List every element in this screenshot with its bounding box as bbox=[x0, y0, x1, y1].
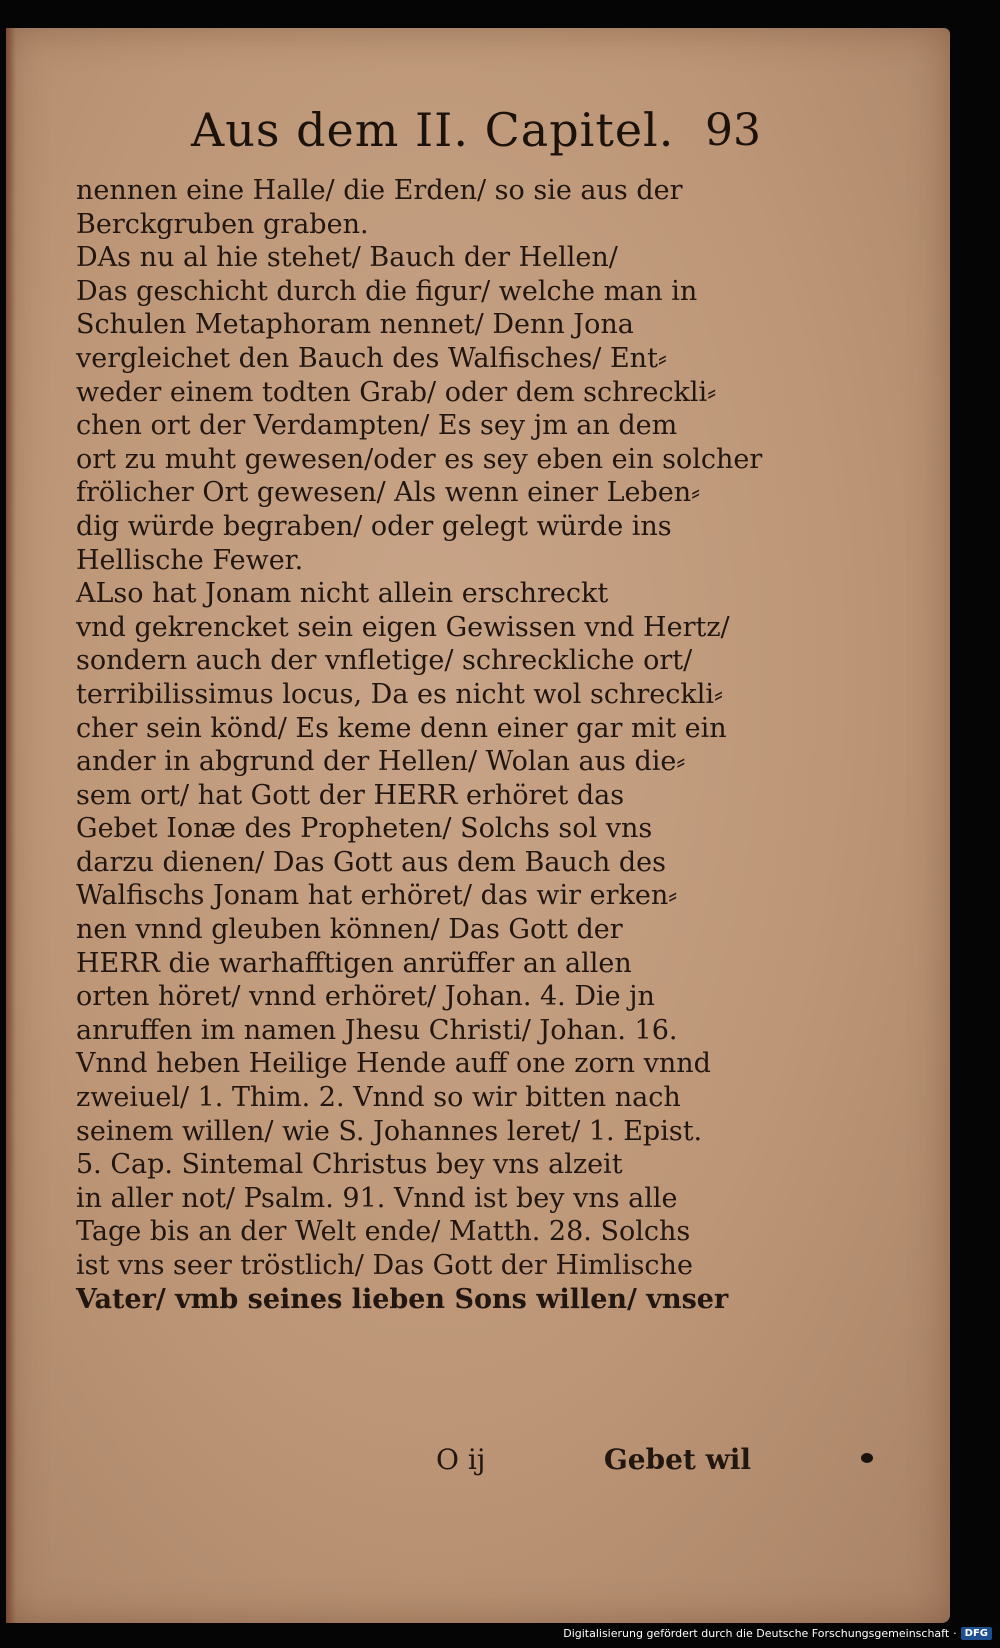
page-binding-edge bbox=[6, 28, 16, 1623]
text-line: anruffen im namen Jhesu Christi/ Johan. 16. bbox=[76, 1014, 678, 1046]
text-line: nen vnnd gleuben können/ Das Gott der bbox=[76, 914, 623, 946]
text-line: seinem willen/ wie S. Johannes leret/ 1. Epist. bbox=[76, 1115, 703, 1147]
page-number: 93 bbox=[705, 105, 761, 156]
text-line: chen ort der Verdampten/ Es sey jm an dem bbox=[76, 410, 678, 442]
text-line: Vater/ vmb seines lieben Sons willen/ vnser bbox=[76, 1283, 729, 1315]
chapter-heading: Aus dem II. Capitel. bbox=[191, 103, 675, 157]
text-line: Schulen Metaphoram nennet/ Denn Jona bbox=[76, 309, 634, 341]
text-line: Gebet Ionæ des Propheten/ Solchs sol vns bbox=[76, 813, 653, 845]
text-line: ort zu muht gewesen/oder es sey eben ein solcher bbox=[76, 443, 763, 475]
text-line: ALso hat Jonam nicht allein erschreckt bbox=[76, 578, 609, 610]
text-line: Walfischs Jonam hat erhöret/ das wir erken⸗ bbox=[76, 880, 678, 912]
text-line: cher sein könd/ Es keme denn einer gar mit ein bbox=[76, 712, 727, 744]
text-line: vnd gekrencket sein eigen Gewissen vnd Hertz/ bbox=[76, 611, 730, 643]
text-line: Vnnd heben Heilige Hende auff one zorn vnnd bbox=[76, 1048, 711, 1080]
text-line: dig würde begraben/ oder gelegt würde ins bbox=[76, 510, 672, 542]
text-line: weder einem todten Grab/ oder dem schreckli⸗ bbox=[76, 376, 717, 408]
text-line: Das geschicht durch die figur/ welche man in bbox=[76, 275, 698, 307]
signature-line bbox=[76, 1443, 751, 1483]
text-line: DAs nu al hie stehet/ Bauch der Hellen/ bbox=[76, 242, 618, 274]
signature-mark: O ij bbox=[436, 1443, 486, 1476]
credit-separator: · bbox=[953, 1627, 957, 1640]
text-line: ist vns seer tröstlich/ Das Gott der Himlische bbox=[76, 1250, 693, 1281]
ink-mark bbox=[861, 1453, 873, 1463]
text-line: darzu dienen/ Das Gott aus dem Bauch des bbox=[76, 846, 667, 878]
text-line: in aller not/ Psalm. 91. Vnnd ist bey vns alle bbox=[76, 1182, 678, 1214]
credit-text: Digitalisierung gefördert durch die Deutsche Forschungsgemeinschaft bbox=[563, 1627, 950, 1640]
text-line: 5. Cap. Sintemal Christus bey vns alzeit bbox=[76, 1149, 623, 1181]
text-line: terribilissimus locus, Da es nicht wol schreckli⸗ bbox=[76, 678, 723, 710]
text-line: orten höret/ vnnd erhöret/ Johan. 4. Die jn bbox=[76, 981, 655, 1013]
running-head bbox=[171, 103, 761, 173]
text-line: Berckgruben graben. bbox=[76, 208, 369, 240]
text-line: zweiuel/ 1. Thim. 2. Vnnd so wir bitten nach bbox=[76, 1082, 681, 1114]
text-line: ander in abgrund der Hellen/ Wolan aus die⸗ bbox=[76, 746, 686, 778]
text-line: Hellische Fewer. bbox=[76, 544, 304, 576]
dfg-logo-icon: DFG bbox=[961, 1627, 992, 1640]
text-line: sondern auch der vnfletige/ schreckliche ort/ bbox=[76, 645, 693, 677]
text-line: sem ort/ hat Gott der HERR erhöret das bbox=[76, 779, 625, 811]
catchword: Gebet wil bbox=[603, 1443, 751, 1476]
body-text bbox=[76, 174, 763, 1476]
text-line: nennen eine Halle/ die Erden/ so sie aus der bbox=[76, 175, 683, 206]
text-line: vergleichet den Bauch des Walfisches/ Ent⸗ bbox=[76, 342, 667, 374]
text-line: HERR die warhafftigen anrüffer an allen bbox=[76, 947, 632, 979]
digitization-credit bbox=[563, 1627, 992, 1640]
text-line: Tage bis an der Welt ende/ Matth. 28. Solchs bbox=[76, 1216, 691, 1248]
book-page bbox=[6, 28, 950, 1623]
text-line: frölicher Ort gewesen/ Als wenn einer Leben⸗ bbox=[76, 477, 701, 509]
